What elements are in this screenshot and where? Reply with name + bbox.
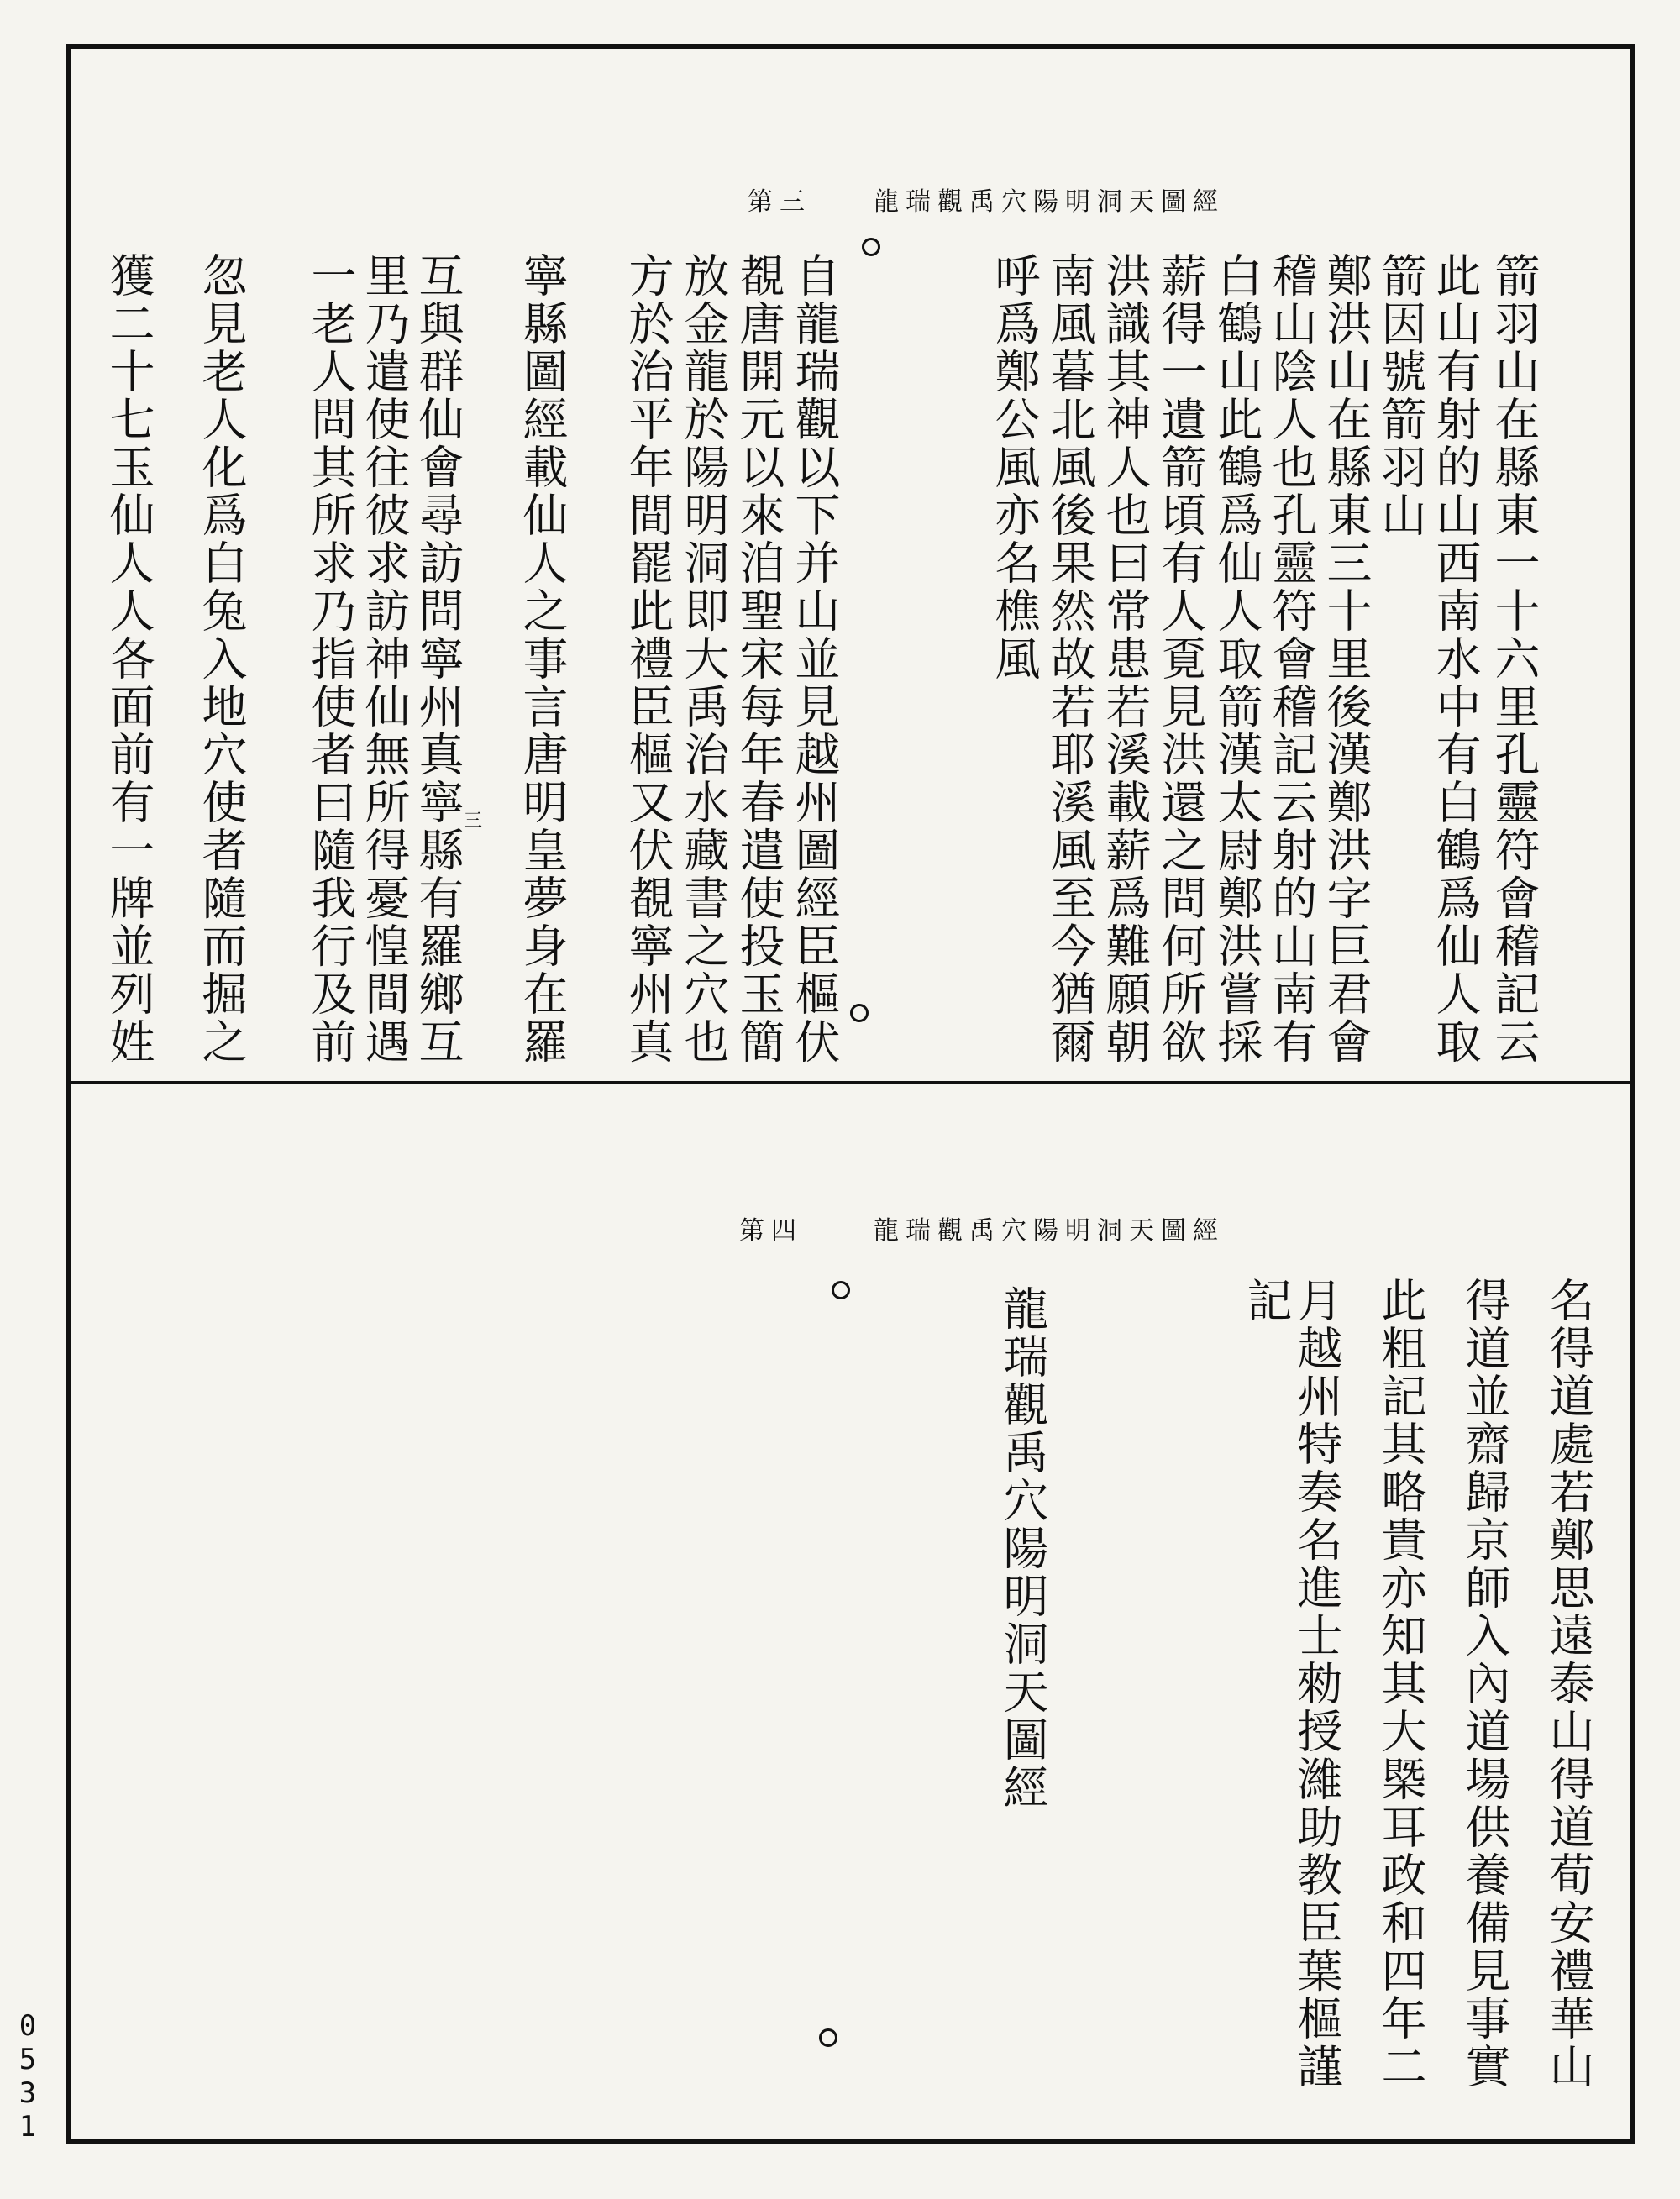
text-column: 此山有射的山西南水中有白鶴爲仙人取 [1429,252,1482,1066]
text-column: 薪得一遺箭頃有人覔見洪還之問何所欲 [1154,252,1207,1066]
text-column: 互與群仙會尋訪問寧州真寧縣有羅鄉互 [412,252,465,1066]
text-column: 鄭洪山在縣東三十里後漢鄭洪字巨君會 [1320,252,1373,1066]
page-number-digit: 3 [18,2076,37,2110]
page-number-digit: 1 [18,2110,37,2144]
upper-header-title: 龍瑞觀禹穴陽明洞天圖經 [874,187,1225,217]
text-column: 寧縣圖經載仙人之事言唐明皇夢身在羅 [516,252,569,1066]
lower-header-title: 龍瑞觀禹穴陽明洞天圖經 [874,1216,1225,1246]
upper-header-page: 第三 [748,187,811,217]
text-column: 箭羽山在縣東一十六里孔靈符會稽記云 [1488,252,1541,1066]
text-column: 南風暮北風後果然故若耶溪風至今猶爾 [1043,252,1096,1066]
leaf-center-mark: 三 [464,811,483,832]
text-column: 自龍瑞觀以下并山並見越州圖經臣樞伏 [788,252,841,1066]
text-column: 箭因號箭羽山 [1374,252,1427,539]
circle-mark [850,1004,869,1022]
text-column: 洪識其神人也曰常患若溪載薪爲難願朝 [1099,252,1152,1066]
text-column: 此粗記其略貴亦知其大槩耳政和四年二 [1374,1277,1427,2091]
text-column: 方於治平年間罷此禮臣樞又伏覩寧州真 [622,252,675,1066]
text-column: 記 [1240,1277,1293,1325]
page-divider [66,1081,1635,1084]
circle-mark [819,2028,837,2047]
text-column: 得道並齋歸京師入內道場供養備見事實 [1458,1277,1511,2091]
page-number [15,2009,40,2144]
text-column: 呼爲鄭公風亦名樵風 [988,252,1041,683]
text-column: 一老人問其所求乃指使者曰隨我行及前 [304,252,357,1066]
closing-title: 龍瑞觀禹穴陽明洞天圖經 [996,1285,1049,1812]
text-column: 忽見老人化爲白兔入地穴使者隨而掘之 [195,252,248,1066]
text-column: 覩唐開元以來洎聖宋每年春遣使投玉簡 [732,252,785,1066]
page-number-digit: 5 [18,2043,37,2076]
text-column: 名得道處若鄭思遠泰山得道荀安禮華山 [1542,1277,1595,2091]
text-column: 白鶴山此鶴爲仙人取箭漢太尉鄭洪嘗採 [1210,252,1263,1066]
text-column: 稽山陰人也孔靈符會稽記云射的山南有 [1265,252,1318,1066]
circle-mark [832,1281,850,1299]
lower-header-page: 第四 [739,1216,803,1246]
text-column: 月越州特奏名進士勑授濰助教臣葉樞謹 [1290,1277,1343,2091]
text-column: 里乃遣使往彼求訪神仙無所得憂惶間遇 [358,252,411,1066]
circle-mark [862,238,880,256]
page-number-digit: 0 [18,2009,37,2043]
text-column: 放金龍於陽明洞即大禹治水藏書之穴也 [677,252,730,1066]
text-column: 獲二十七玉仙人人各面前有一牌並列姓 [102,252,155,1066]
